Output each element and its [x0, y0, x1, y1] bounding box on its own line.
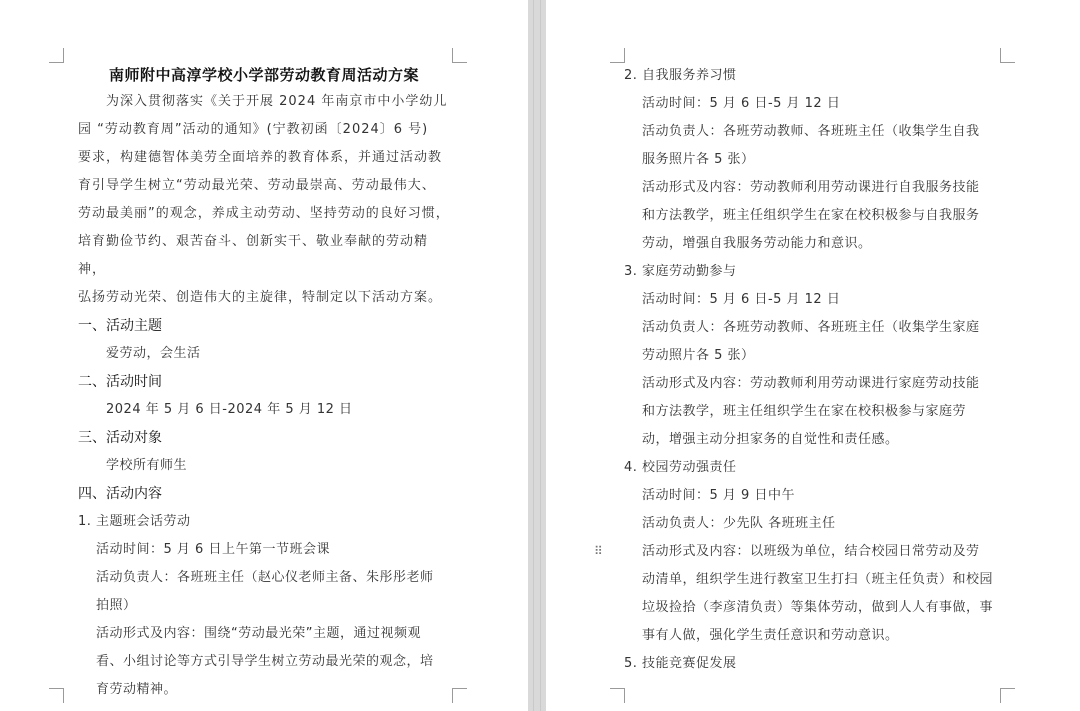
document-page-right [546, 0, 1080, 711]
item-owner-line: 活动负责人：各班劳动教师、各班班主任（收集学生家庭 [642, 320, 980, 335]
intro-line: 弘扬劳动光荣、创造伟大的主旋律，特制定以下活动方案。 [78, 290, 443, 305]
section-heading-target: 三、活动对象 [78, 430, 162, 446]
item-time: 活动时间：5 月 6 日-5 月 12 日 [642, 96, 841, 111]
section-heading-content: 四、活动内容 [78, 486, 162, 502]
page-corner-mark [610, 48, 625, 63]
page-corner-mark [49, 688, 64, 703]
item-owner-line: 服务照片各 5 张） [642, 152, 755, 167]
intro-line: 培育勤俭节约、艰苦奋斗、创新实干、敬业奉献的劳动精神， [78, 234, 429, 277]
section-heading-time: 二、活动时间 [78, 374, 162, 390]
intro-paragraph [78, 88, 450, 312]
item-form-line: 事有人做，强化学生责任意识和劳动意识。 [642, 628, 899, 643]
item-form-line: 和方法教学，班主任组织学生在家在校积极参与自我服务 [642, 208, 980, 223]
left-page-content [78, 62, 450, 704]
page-corner-mark [452, 48, 467, 63]
item-form-line: 活动形式及内容：围绕“劳动最光荣”主题，通过视频观 [96, 626, 421, 641]
page-corner-mark [49, 48, 64, 63]
item-form-line: 育劳动精神。 [96, 682, 178, 697]
page-corner-mark [1000, 48, 1015, 63]
item-form-line: 动，增强主动分担家务的自觉性和责任感。 [642, 432, 899, 447]
item-form-line: 垃圾捡拾（李彦清负责）等集体劳动，做到人人有事做，事 [642, 600, 994, 615]
section-body-target: 学校所有师生 [106, 458, 188, 473]
item-form-line: 活动形式及内容：劳动教师利用劳动课进行自我服务技能 [642, 180, 980, 195]
item-owner-line: 活动负责人：各班劳动教师、各班班主任（收集学生自我 [642, 124, 980, 139]
item-owner [624, 510, 1002, 538]
item-title: 2. 自我服务养习惯 [624, 68, 737, 83]
item-form-line: 劳动，增强自我服务劳动能力和意识。 [642, 236, 872, 251]
item-form-line: 活动形式及内容：劳动教师利用劳动课进行家庭劳动技能 [642, 376, 980, 391]
item-title: 5. 技能竞赛促发展 [624, 656, 737, 671]
right-page-content [624, 62, 1002, 678]
paragraph-drag-handle-icon[interactable]: ⠿ [594, 544, 603, 558]
section-heading-theme: 一、活动主题 [78, 318, 162, 334]
intro-line: 园 “劳动教育周”活动的通知》(宁教初函〔2024〕6 号) [78, 122, 429, 137]
item-time: 活动时间：5 月 9 日中午 [642, 488, 795, 503]
item-form [624, 370, 1002, 454]
item-form [78, 620, 450, 704]
item-form-line: 和方法教学，班主任组织学生在家在校积极参与家庭劳 [642, 404, 967, 419]
section-body-time: 2024 年 5 月 6 日-2024 年 5 月 12 日 [106, 402, 353, 417]
item-owner-line: 活动负责人：少先队 各班班主任 [642, 516, 836, 531]
item-form-line: 动清单，组织学生进行教室卫生打扫（班主任负责）和校园 [642, 572, 994, 587]
document-page-left [0, 0, 528, 711]
intro-line: 为深入贯彻落实《关于开展 2024 年南京市中小学幼儿 [106, 94, 448, 109]
item-title: 3. 家庭劳动勤参与 [624, 264, 737, 279]
item-owner-line: 劳动照片各 5 张） [642, 348, 755, 363]
item-form-line: 活动形式及内容：以班级为单位，结合校园日常劳动及劳 [642, 544, 980, 559]
item-owner [624, 314, 1002, 370]
item-form [624, 538, 1002, 650]
item-owner-line: 拍照） [96, 598, 137, 613]
page-corner-mark [610, 688, 625, 703]
item-owner-line: 活动负责人：各班班主任（赵心仪老师主备、朱彤彤老师 [96, 570, 434, 585]
intro-line: 要求，构建德智体美劳全面培养的教育体系，并通过活动教 [78, 150, 443, 165]
intro-line: 劳动最美丽”的观念，养成主动劳动、坚持劳动的良好习惯， [78, 206, 450, 221]
item-title: 4. 校园劳动强责任 [624, 460, 737, 475]
item-time: 活动时间：5 月 6 日-5 月 12 日 [642, 292, 841, 307]
item-form [624, 174, 1002, 258]
item-owner [78, 564, 450, 620]
page-corner-mark [452, 688, 467, 703]
item-form-line: 看、小组讨论等方式引导学生树立劳动最光荣的观念，培 [96, 654, 434, 669]
item-time: 活动时间：5 月 6 日上午第一节班会课 [96, 542, 330, 557]
page-corner-mark [1000, 688, 1015, 703]
document-title: 南师附中高淳学校小学部劳动教育周活动方案 [108, 66, 419, 84]
item-owner [624, 118, 1002, 174]
intro-line: 育引导学生树立“劳动最光荣、劳动最崇高、劳动最伟大、 [78, 178, 436, 193]
section-body-theme: 爱劳动，会生活 [106, 346, 201, 361]
page-gap [528, 0, 546, 711]
item-title: 1. 主题班会话劳动 [78, 514, 191, 529]
